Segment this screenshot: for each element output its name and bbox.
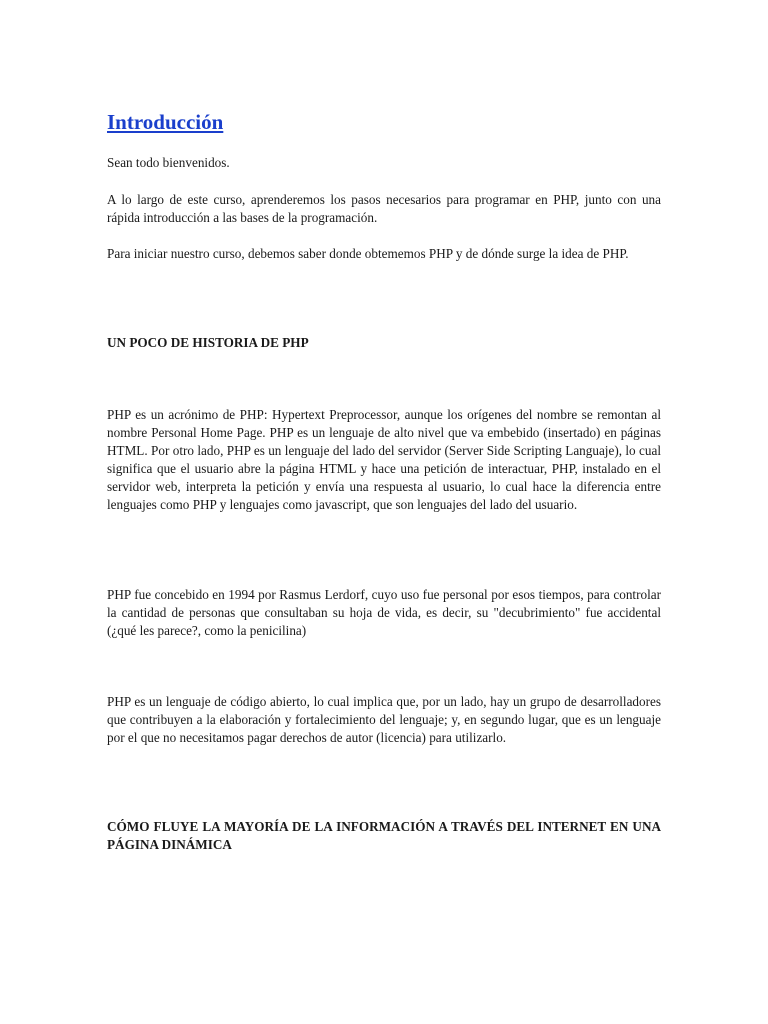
intro-paragraph-1: A lo largo de este curso, aprenderemos los pasos necesarios para programar en PHP, junto con una rápida introducción a las bases de la programación. [107,192,661,225]
section-heading-information-flow: CÓMO FLUYE LA MAYORÍA DE LA INFORMACIÓN A TRAVÉS DEL INTERNET EN UNA PÁGINA DINÁMICA [107,819,661,852]
history-paragraph-2: PHP fue concebido en 1994 por Rasmus Lerdorf, cuyo uso fue personal por esos tiempos, para controlar la cantidad de personas que consultaban su hoja de vida, es decir, su "decubrimiento" fue accidental (¿qué les parece?, como la penicilina) [107,587,661,638]
welcome-paragraph: Sean todo bienvenidos. [107,155,230,170]
section-heading-history: UN POCO DE HISTORIA DE PHP [107,335,309,350]
history-paragraph-1: PHP es un acrónimo de PHP: Hypertext Preprocessor, aunque los orígenes del nombre se remontan al nombre Personal Home Page. PHP es un lenguaje de alto nivel que va embebido (insertado) en páginas HTML. Por otro lado, PHP es un lenguaje del lado del servidor (Server Side Scripting Languaje), lo cual significa que el usuario abre la página HTML y hace una petición de interactuar, PHP, instalado en el servidor web, interpreta la petición y envía una respuesta al usuario, lo cual hace la diferencia entre lenguajes como PHP y lenguajes como javascript, que son lenguajes del lado del usuario. [107,407,661,512]
history-paragraph-3: PHP es un lenguaje de código abierto, lo cual implica que, por un lado, hay un grupo de desarrolladores que contribuyen a la elaboración y fortalecimiento del lenguaje; y, en segundo lugar, que es un lenguaje por el que no necesitamos pagar derechos de autor (licencia) para utilizarlo. [107,694,661,745]
page-title: Introducción [107,110,224,134]
intro-paragraph-2: Para iniciar nuestro curso, debemos saber donde obtememos PHP y de dónde surge la idea de PHP. [107,246,629,261]
